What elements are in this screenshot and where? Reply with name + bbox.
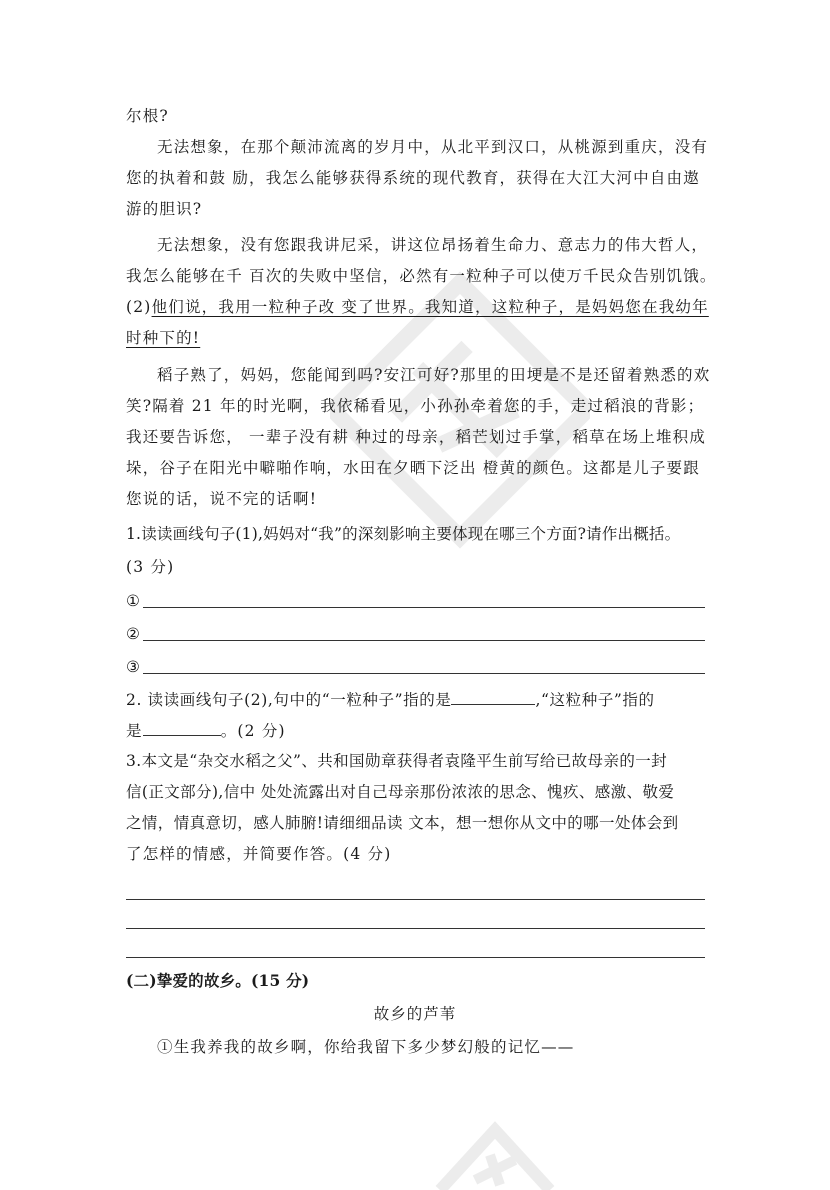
passage-line: 游的胆识? [126,200,203,218]
article-title: 故乡的芦苇 [373,1005,457,1023]
question-2-text-d: 。(2 分) [220,722,286,740]
question-2-text-c: 是 [126,722,143,740]
question-2-line-2 [126,721,706,741]
article-first-line: ①生我养我的故乡啊，你给我留下多少梦幻般的记忆—— [157,1038,575,1056]
passage-line: 我还要告诉您， 一辈子没有耕 种过的母亲，稻芒划过手掌，稻草在场上堆积成 [126,428,707,446]
passage-line: 稻子熟了，妈妈，您能闻到吗?安江可好?那里的田埂是不是还留着熟悉的欢 [157,366,711,384]
answer-label-1: ① [126,592,140,610]
underlined-text: 他们说，我用一粒种子改 变了世界。我知道，这粒种子，是妈妈您在我幼年 [151,298,709,316]
passage-line: 您的执着和鼓 励，我怎么能够获得系统的现代教育，获得在大江大河中自由遨 [126,169,700,187]
answer-line-q3-1[interactable] [126,899,705,900]
underlined-sentence-2 [126,297,709,317]
passage-line: 笑?隔着 21 年的时光啊，我依稀看见，小孙孙牵着您的手，走过稻浪的背影； [126,397,705,415]
section-heading: (二)挚爱的故乡。(15 分) [126,971,310,990]
passage-line: 无法想象，在那个颠沛流离的岁月中，从北平到汉口，从桃源到重庆，没有 [157,138,709,156]
question-2-text-b: ,“这粒种子”指的 [535,691,655,709]
watermark-icon [420,1110,570,1190]
question-2-line-1 [126,690,706,710]
answer-label-2: ② [126,625,140,643]
question-3-line: 之情，情真意切，感人肺腑!请细细品读 文本，想一想你从文中的哪一处体会到 [126,814,679,832]
underlined-text: 时种下的! [126,329,201,347]
answer-blank-b[interactable] [143,721,221,736]
passage-line: 垛，谷子在阳光中噼啪作响，水田在夕晒下泛出 橙黄的颜色。这都是儿子要跟 [126,459,700,477]
answer-line-3[interactable] [143,673,705,674]
answer-line-2[interactable] [143,640,705,641]
question-1-text: 1.读读画线句子(1),妈妈对“我”的深刻影响主要体现在哪三个方面?请作出概括。 [126,525,681,543]
question-3-line: 3.本文是“杂交水稻之父”、共和国勋章获得者袁隆平生前写给已故母亲的一封 [126,752,668,770]
answer-line-q3-2[interactable] [126,928,705,929]
question-3-line: 信(正文部分),信中 处处流露出对自己母亲那份浓浓的思念、愧疚、感激、敬爱 [126,783,675,801]
answer-blank-a[interactable] [451,690,535,705]
answer-line-1[interactable] [143,607,705,608]
question-1-score: (3 分) [126,558,175,576]
question-2-text-a: 2. 读读画线句子(2),句中的“一粒种子”指的是 [126,691,452,709]
passage-line: 无法想象，没有您跟我讲尼采，讲这位昂扬着生命力、意志力的伟大哲人， [157,236,709,254]
underline-marker: (2) [126,298,152,316]
answer-line-q3-3[interactable] [126,957,705,958]
question-3-line: 了怎样的情感，并简要作答。(4 分) [126,845,392,863]
passage-line: 您说的话，说不完的话啊! [126,490,318,508]
passage-line: 我怎么能够在千 百次的失败中坚信，必然有一粒种子可以使万千民众告别饥饿。 [126,267,717,285]
passage-line: 尔根? [126,107,169,125]
answer-label-3: ③ [126,658,140,676]
underlined-sentence-2-cont [126,328,706,348]
